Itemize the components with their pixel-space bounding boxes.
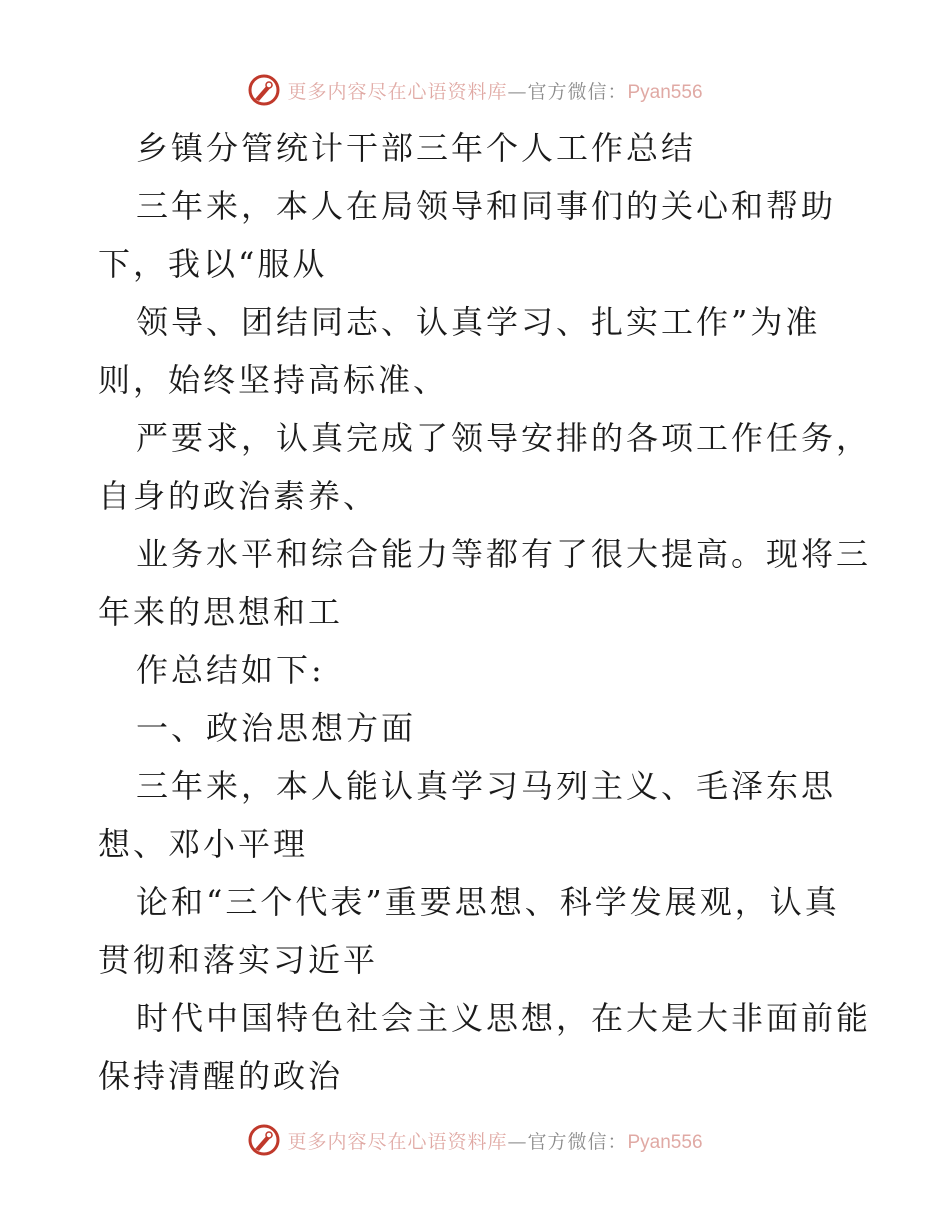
header-watermark [0, 70, 950, 110]
watermark-dash: — [507, 80, 528, 103]
paragraph-line: 贯彻和落实习近平 [98, 941, 379, 979]
watermark-main: 更多内容尽在心语资料库 [287, 80, 508, 103]
paragraph-line: 领导、团结同志、认真学习、扎实工作”为准 [136, 303, 821, 341]
paragraph-line: 严要求，认真完成了领导安排的各项工作任务， [136, 419, 872, 457]
paragraph-line: 三年来，本人能认真学习马列主义、毛泽东思 [136, 767, 837, 805]
pen-logo-icon [247, 1123, 281, 1157]
document-title: 乡镇分管统计干部三年个人工作总结 [136, 129, 697, 167]
paragraph-line: 下，我以“服从 [98, 245, 328, 283]
paragraph-line: 业务水平和综合能力等都有了很大提高。现将三 [136, 535, 872, 573]
paragraph-line: 则，始终坚持高标准、 [98, 361, 449, 399]
paragraph-line: 三年来，本人在局领导和同事们的关心和帮助 [136, 187, 837, 225]
paragraph-line: 时代中国特色社会主义思想，在大是大非面前能 [136, 999, 872, 1037]
paragraph-line: 作总结如下: [136, 651, 325, 689]
watermark-wechat-id: Pyan556 [627, 81, 703, 103]
paragraph-line: 自身的政治素养、 [98, 477, 379, 515]
pen-logo-icon [247, 73, 281, 107]
paragraph-line: 想、邓小平理 [98, 825, 309, 863]
paragraph-line: 年来的思想和工 [98, 593, 344, 631]
section-heading: 一、政治思想方面 [136, 709, 417, 747]
watermark-wechat-id: Pyan556 [627, 1131, 703, 1153]
watermark-text [287, 1127, 702, 1154]
watermark-dash: — [507, 1130, 528, 1153]
paragraph-line: 保持清醒的政治 [98, 1057, 344, 1095]
watermark-main: 更多内容尽在心语资料库 [287, 1130, 508, 1153]
watermark-wechat-label: 官方微信： [527, 1130, 628, 1153]
paragraph-line: 论和“三个代表”重要思想、科学发展观，认真 [136, 883, 840, 921]
footer-watermark [0, 1120, 950, 1160]
watermark-text [287, 77, 702, 104]
watermark-wechat-label: 官方微信： [527, 80, 628, 103]
